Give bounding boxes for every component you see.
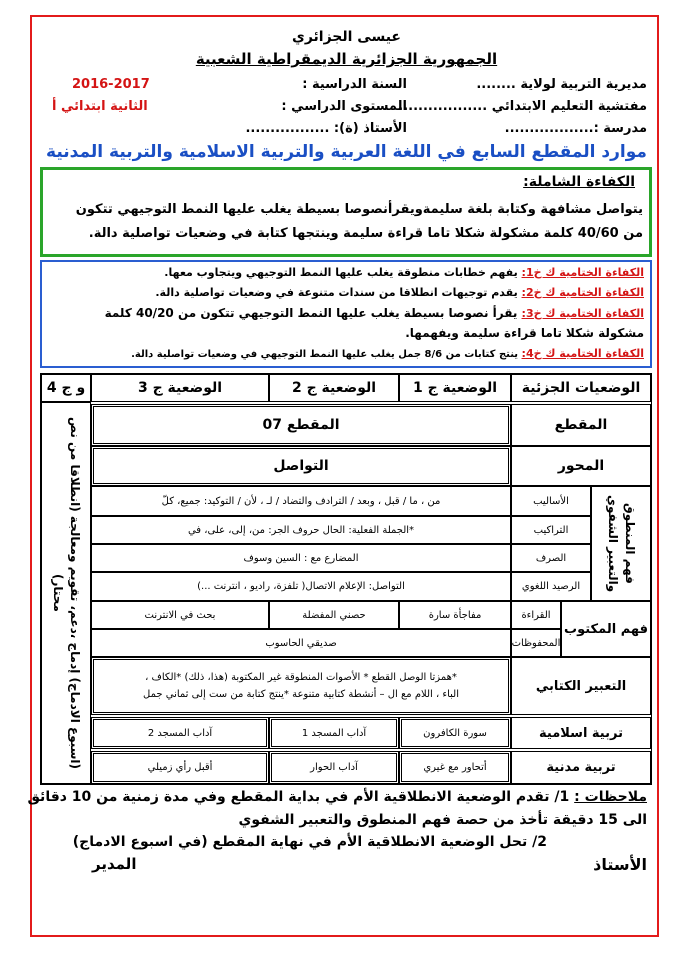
- styles-value: من ، ما / قبل ، وبعد / الترادف والتضاد / لـ ، لأن / التوكيد: جميع، كلّ: [91, 486, 511, 516]
- final-competency-2-label: الكفاءة الختامية ك خ2:: [521, 286, 644, 299]
- comprehensive-competency-box: [40, 167, 652, 257]
- document-title: موارد المقطع السابع في اللغة العربية والتربية الاسلامية والتربية المدنية: [46, 142, 647, 162]
- comprehensive-line-1: يتواصل مشافهة وكتابة بلغة سليمةويقرأنصوصا بسيطة يغلب عليها النمط التوجيهي تتكون: [75, 202, 643, 217]
- civic-1: أتحاور مع غيري: [399, 751, 511, 784]
- written-expression-value: [91, 657, 511, 715]
- final-competency-3: [105, 306, 644, 320]
- notes-line-1: [27, 789, 647, 805]
- reading-label: القراءة: [511, 601, 561, 629]
- republic-title: الجمهورية الجزائرية الديمقراطية الشعبية: [195, 50, 498, 68]
- vocabulary-value: التواصل: الإعلام الاتصال( تلفزة، راديو ، انترنت ...): [91, 572, 511, 601]
- directorate: مديرية التربية لولاية ........: [476, 77, 647, 92]
- oral-comprehension-text: فهم المنطوق والتعبير الشفوي: [606, 494, 637, 593]
- unit-label: المقطع: [511, 404, 651, 446]
- notes-text-1: 1/ تقدم الوضعية الانطلاقية الأم في بداية المقطع وفي مدة زمنية من 10 دقائق: [27, 789, 575, 805]
- comprehensive-line-2: من 40/60 كلمة مشكولة شكلا تاما قراءة سليمة وينتجها كتابة في وضعيات تواصلية دالة.: [88, 226, 643, 241]
- final-competency-4-text: ينتج كتابات من 8/6 جمل يغلب عليها النمط التوجيهي في وضعيات تواصلية دالة.: [131, 349, 522, 360]
- situation-1-header: الوضعية ج 1: [399, 374, 511, 402]
- level-label: المستوى الدراسي :: [281, 99, 407, 114]
- notes-line-2: الى 15 دقيقة تأخذ من حصة فهم المنطوق والتعبير الشفوي: [238, 812, 647, 828]
- final-competency-3-continued: [405, 326, 644, 340]
- final-competency-1-text: يفهم خطابات منطوقة يغلب عليها النمط التوجيهي ويتجاوب معها.: [164, 266, 522, 279]
- situation-2-header: الوضعية ج 2: [269, 374, 399, 402]
- vocabulary-label: الرصيد اللغوي: [511, 572, 591, 601]
- final-competency-2: [155, 286, 644, 299]
- reading-2: حصني المفضلة: [269, 601, 399, 629]
- reading-1: مفاجأة سارة: [399, 601, 511, 629]
- final-competency-3-text: يقرأ نصوصا بسيطة يغلب عليها النمط التوجيهي تتكون من 40/20 كلمة: [104, 306, 522, 320]
- reading-3: بحث في الانترنت: [91, 601, 269, 629]
- final-competencies-box: [40, 260, 652, 368]
- level: الثانية ابتدائي أ: [52, 99, 148, 114]
- written-expression-label: التعبير الكتابي: [511, 657, 651, 715]
- islamic-education-label: تربية اسلامية: [511, 717, 651, 749]
- integration-week-column: [41, 402, 91, 784]
- morphology-value: المضارع مع : السين وسوف: [91, 544, 511, 572]
- teacher-signature-label: الأستاذ: [593, 855, 647, 874]
- final-competency-1: [164, 266, 644, 279]
- civic-2: آداب الحوار: [269, 751, 399, 784]
- morphology-label: الصرف: [511, 544, 591, 572]
- final-competency-4: [131, 347, 644, 360]
- notes-line-3: 2/ تحل الوضعية الانطلاقية الأم في نهاية المقطع (في اسبوع الادماج): [72, 834, 547, 850]
- memorization-value: صديقي الحاسوب: [91, 629, 511, 657]
- situation-3-header: الوضعية ج 3: [91, 374, 269, 402]
- civic-3: أقبل رأي زميلي: [91, 751, 269, 784]
- structures-label: التراكيب: [511, 516, 591, 544]
- axis-label: المحور: [511, 446, 651, 486]
- final-competency-1-label: الكفاءة الختامية ك خ1:: [521, 266, 644, 279]
- final-competency-3-label: الكفاءة الختامية ك خ3:: [521, 307, 644, 320]
- integration-week-text: (اسبوع الادماج) إدماج ،دعم، تقويم ومعالجة (انطلاقا من نص محتار): [51, 416, 82, 769]
- unit-value: المقطع 07: [91, 404, 511, 446]
- partial-situations-header: الوضعيات الجزئية: [511, 374, 651, 402]
- teacher-field: الأستاذ (ة): .................: [245, 121, 407, 136]
- oral-comprehension-label: [591, 486, 651, 601]
- written-comprehension-label: فهم المكتوب: [561, 601, 651, 657]
- school: مدرسة :..................: [504, 121, 647, 136]
- written-expression-line-2: الباء ، اللام مع ال – أنشطة كتابية متنوعة *ينتج كتابة من ست إلى ثماني جمل: [143, 689, 459, 700]
- written-expression-line-1: *همزتا الوصل القطع * الأصوات المنطوقة غير المكتوبة (هذا، ذلك) *الكاف ،: [145, 672, 457, 683]
- notes-heading: ملاحظات :: [574, 789, 647, 805]
- resources-table: [40, 373, 652, 785]
- document-page: [27, 15, 659, 937]
- final-competency-3-text-2: مشكولة شكلا تاما قراءة سليمة ويفهمها.: [405, 326, 644, 340]
- memorization-label: المحفوظات: [511, 629, 561, 657]
- school-year: 2016-2017: [72, 77, 150, 92]
- school-year-label: السنة الدراسية :: [302, 77, 407, 92]
- islamic-3: آداب المسجد 2: [91, 717, 269, 749]
- inspectorate: مفتشية التعليم الابتدائي ..................: [398, 99, 647, 114]
- final-competency-4-label: الكفاءة الختامية ك خ4:: [521, 347, 644, 360]
- civic-education-label: تربية مدنية: [511, 751, 651, 784]
- author-name: عيسى الجزائري: [291, 29, 401, 45]
- comprehensive-heading: الكفاءة الشاملة:: [523, 174, 635, 190]
- islamic-1: سورة الكافرون: [399, 717, 511, 749]
- final-competency-2-text: يقدم توجيهات انطلاقا من سندات متنوعة في وضعيات تواصلية دالة.: [155, 286, 522, 299]
- axis-value: التواصل: [91, 446, 511, 486]
- situation-4-header: و ج 4: [41, 374, 91, 402]
- islamic-2: آداب المسجد 1: [269, 717, 399, 749]
- director-signature-label: المدير: [92, 855, 137, 873]
- structures-value: *الجملة الفعلية: الحال حروف الجر: من، إلى، على، في: [91, 516, 511, 544]
- styles-label: الأساليب: [511, 486, 591, 516]
